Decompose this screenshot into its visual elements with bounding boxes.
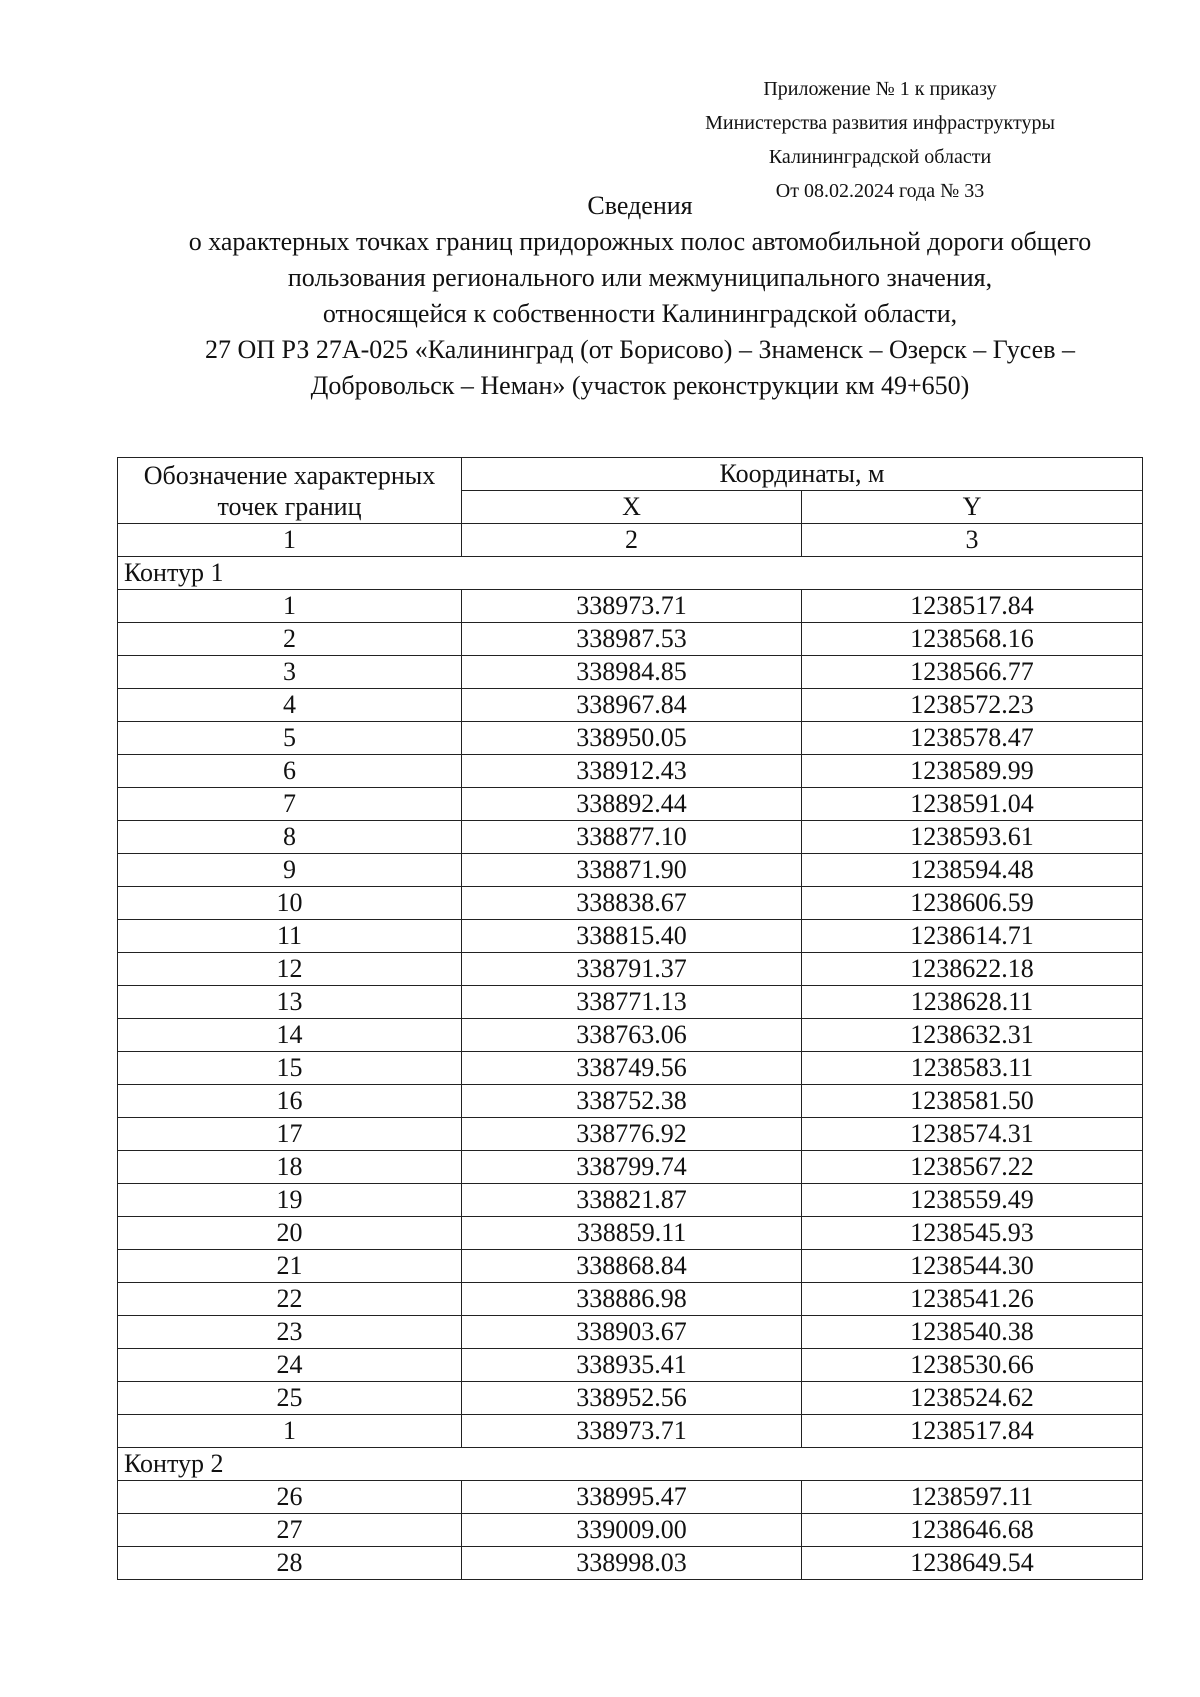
- y-coordinate-cell: 1238545.93: [802, 1217, 1143, 1250]
- x-coordinate-cell: 338935.41: [462, 1349, 802, 1382]
- point-number-cell: 9: [118, 854, 462, 887]
- table-row: [118, 1151, 1143, 1184]
- y-coordinate-cell: 1238559.49: [802, 1184, 1143, 1217]
- point-number-cell: 7: [118, 788, 462, 821]
- table-row: [118, 986, 1143, 1019]
- appendix-line: Калининградской области: [768, 146, 992, 168]
- point-number-cell: 24: [118, 1349, 462, 1382]
- point-number-cell: 10: [118, 887, 462, 920]
- point-number-cell: 19: [118, 1184, 462, 1217]
- point-number-cell: 13: [118, 986, 462, 1019]
- y-coordinate-cell: 1238517.84: [802, 590, 1143, 623]
- table-row: [118, 1184, 1143, 1217]
- table-row: [118, 821, 1143, 854]
- y-coordinate-cell: 1238517.84: [802, 1415, 1143, 1448]
- x-coordinate-cell: 338868.84: [462, 1250, 802, 1283]
- point-number-cell: 17: [118, 1118, 462, 1151]
- point-number-cell: 8: [118, 821, 462, 854]
- y-coordinate-cell: 1238540.38: [802, 1316, 1143, 1349]
- x-coordinate-cell: 338776.92: [462, 1118, 802, 1151]
- point-number-cell: 20: [118, 1217, 462, 1250]
- x-coordinate-cell: 338987.53: [462, 623, 802, 656]
- x-coordinate-cell: 338838.67: [462, 887, 802, 920]
- appendix-line: От 08.02.2024 года № 33: [775, 180, 985, 202]
- table-row: [118, 755, 1143, 788]
- header-point-designation: Обозначение характерных точек границ: [118, 458, 462, 524]
- contour-label: Контур 2: [118, 1448, 1143, 1481]
- table-row: [118, 1250, 1143, 1283]
- y-coordinate-cell: 1238622.18: [802, 953, 1143, 986]
- point-number-cell: 5: [118, 722, 462, 755]
- table-row: [118, 1316, 1143, 1349]
- x-coordinate-cell: 338967.84: [462, 689, 802, 722]
- point-number-cell: 12: [118, 953, 462, 986]
- appendix-line: Министерства развития инфраструктуры: [705, 112, 1055, 134]
- x-coordinate-cell: 338859.11: [462, 1217, 802, 1250]
- x-coordinate-cell: 338752.38: [462, 1085, 802, 1118]
- table-row: [118, 1118, 1143, 1151]
- point-number-cell: 1: [118, 590, 462, 623]
- title-line: Добровольск – Неман» (участок реконструкции км 49+650): [310, 371, 970, 400]
- table-row: [118, 689, 1143, 722]
- x-coordinate-cell: 338973.71: [462, 1415, 802, 1448]
- x-coordinate-cell: 338903.67: [462, 1316, 802, 1349]
- table-row: [118, 1415, 1143, 1448]
- point-number-cell: 3: [118, 656, 462, 689]
- table-row: [118, 887, 1143, 920]
- y-coordinate-cell: 1238591.04: [802, 788, 1143, 821]
- y-coordinate-cell: 1238544.30: [802, 1250, 1143, 1283]
- point-number-cell: 16: [118, 1085, 462, 1118]
- column-number: 2: [462, 524, 802, 557]
- x-coordinate-cell: 338799.74: [462, 1151, 802, 1184]
- point-number-cell: 4: [118, 689, 462, 722]
- x-coordinate-cell: 338998.03: [462, 1547, 802, 1580]
- column-number: 1: [118, 524, 462, 557]
- x-coordinate-cell: 338749.56: [462, 1052, 802, 1085]
- y-coordinate-cell: 1238581.50: [802, 1085, 1143, 1118]
- y-coordinate-cell: 1238566.77: [802, 656, 1143, 689]
- x-coordinate-cell: 338815.40: [462, 920, 802, 953]
- y-coordinate-cell: 1238567.22: [802, 1151, 1143, 1184]
- point-number-cell: 18: [118, 1151, 462, 1184]
- table-header-row: [118, 458, 1143, 491]
- point-number-cell: 25: [118, 1382, 462, 1415]
- x-coordinate-cell: 338995.47: [462, 1481, 802, 1514]
- y-coordinate-cell: 1238593.61: [802, 821, 1143, 854]
- table-row: [118, 1085, 1143, 1118]
- point-number-cell: 14: [118, 1019, 462, 1052]
- y-coordinate-cell: 1238574.31: [802, 1118, 1143, 1151]
- x-coordinate-cell: 338892.44: [462, 788, 802, 821]
- appendix-line: Приложение № 1 к приказу: [763, 78, 997, 100]
- y-coordinate-cell: 1238628.11: [802, 986, 1143, 1019]
- point-number-cell: 28: [118, 1547, 462, 1580]
- x-coordinate-cell: 338952.56: [462, 1382, 802, 1415]
- table-row: [118, 854, 1143, 887]
- x-coordinate-cell: 338973.71: [462, 590, 802, 623]
- contour-row: [118, 557, 1143, 590]
- point-number-cell: 21: [118, 1250, 462, 1283]
- table-row: [118, 1349, 1143, 1382]
- point-number-cell: 11: [118, 920, 462, 953]
- x-coordinate-cell: 338771.13: [462, 986, 802, 1019]
- point-number-cell: 22: [118, 1283, 462, 1316]
- table-row: [118, 722, 1143, 755]
- y-coordinate-cell: 1238597.11: [802, 1481, 1143, 1514]
- y-coordinate-cell: 1238646.68: [802, 1514, 1143, 1547]
- table-row: [118, 1217, 1143, 1250]
- x-coordinate-cell: 338912.43: [462, 755, 802, 788]
- table-row: [118, 656, 1143, 689]
- coordinates-table: [117, 457, 1143, 1580]
- y-coordinate-cell: 1238530.66: [802, 1349, 1143, 1382]
- table-column-number-row: [118, 524, 1143, 557]
- y-coordinate-cell: 1238572.23: [802, 689, 1143, 722]
- table-row: [118, 1481, 1143, 1514]
- header-coordinates: Координаты, м: [462, 458, 1143, 491]
- title-line: Сведения: [587, 191, 693, 220]
- table-row: [118, 1019, 1143, 1052]
- point-number-cell: 27: [118, 1514, 462, 1547]
- table-row: [118, 788, 1143, 821]
- table-row: [118, 623, 1143, 656]
- contour-row: [118, 1448, 1143, 1481]
- point-number-cell: 15: [118, 1052, 462, 1085]
- y-coordinate-cell: 1238568.16: [802, 623, 1143, 656]
- point-number-cell: 6: [118, 755, 462, 788]
- x-coordinate-cell: 338821.87: [462, 1184, 802, 1217]
- table-row: [118, 590, 1143, 623]
- y-coordinate-cell: 1238589.99: [802, 755, 1143, 788]
- document-title: [80, 188, 1200, 404]
- header-y: Y: [802, 491, 1143, 524]
- y-coordinate-cell: 1238524.62: [802, 1382, 1143, 1415]
- x-coordinate-cell: 338763.06: [462, 1019, 802, 1052]
- y-coordinate-cell: 1238578.47: [802, 722, 1143, 755]
- title-line: пользования регионального или межмуниципального значения,: [287, 263, 993, 292]
- y-coordinate-cell: 1238541.26: [802, 1283, 1143, 1316]
- x-coordinate-cell: 339009.00: [462, 1514, 802, 1547]
- table-row: [118, 953, 1143, 986]
- point-number-cell: 26: [118, 1481, 462, 1514]
- table-row: [118, 920, 1143, 953]
- contour-label: Контур 1: [118, 557, 1143, 590]
- header-x: X: [462, 491, 802, 524]
- title-line: 27 ОП РЗ 27А-025 «Калининград (от Борисово) – Знаменск – Озерск – Гусев –: [205, 335, 1075, 364]
- y-coordinate-cell: 1238632.31: [802, 1019, 1143, 1052]
- table-row: [118, 1547, 1143, 1580]
- title-line: о характерных точках границ придорожных полос автомобильной дороги общего: [188, 227, 1092, 256]
- table-row: [118, 1514, 1143, 1547]
- column-number: 3: [802, 524, 1143, 557]
- point-number-cell: 23: [118, 1316, 462, 1349]
- x-coordinate-cell: 338877.10: [462, 821, 802, 854]
- point-number-cell: 2: [118, 623, 462, 656]
- coordinates-body: [118, 557, 1143, 1580]
- point-number-cell: 1: [118, 1415, 462, 1448]
- x-coordinate-cell: 338950.05: [462, 722, 802, 755]
- x-coordinate-cell: 338984.85: [462, 656, 802, 689]
- y-coordinate-cell: 1238583.11: [802, 1052, 1143, 1085]
- y-coordinate-cell: 1238614.71: [802, 920, 1143, 953]
- y-coordinate-cell: 1238594.48: [802, 854, 1143, 887]
- table-row: [118, 1052, 1143, 1085]
- y-coordinate-cell: 1238649.54: [802, 1547, 1143, 1580]
- table-row: [118, 1382, 1143, 1415]
- y-coordinate-cell: 1238606.59: [802, 887, 1143, 920]
- x-coordinate-cell: 338871.90: [462, 854, 802, 887]
- x-coordinate-cell: 338886.98: [462, 1283, 802, 1316]
- title-line: относящейся к собственности Калининградской области,: [322, 299, 958, 328]
- x-coordinate-cell: 338791.37: [462, 953, 802, 986]
- table-row: [118, 1283, 1143, 1316]
